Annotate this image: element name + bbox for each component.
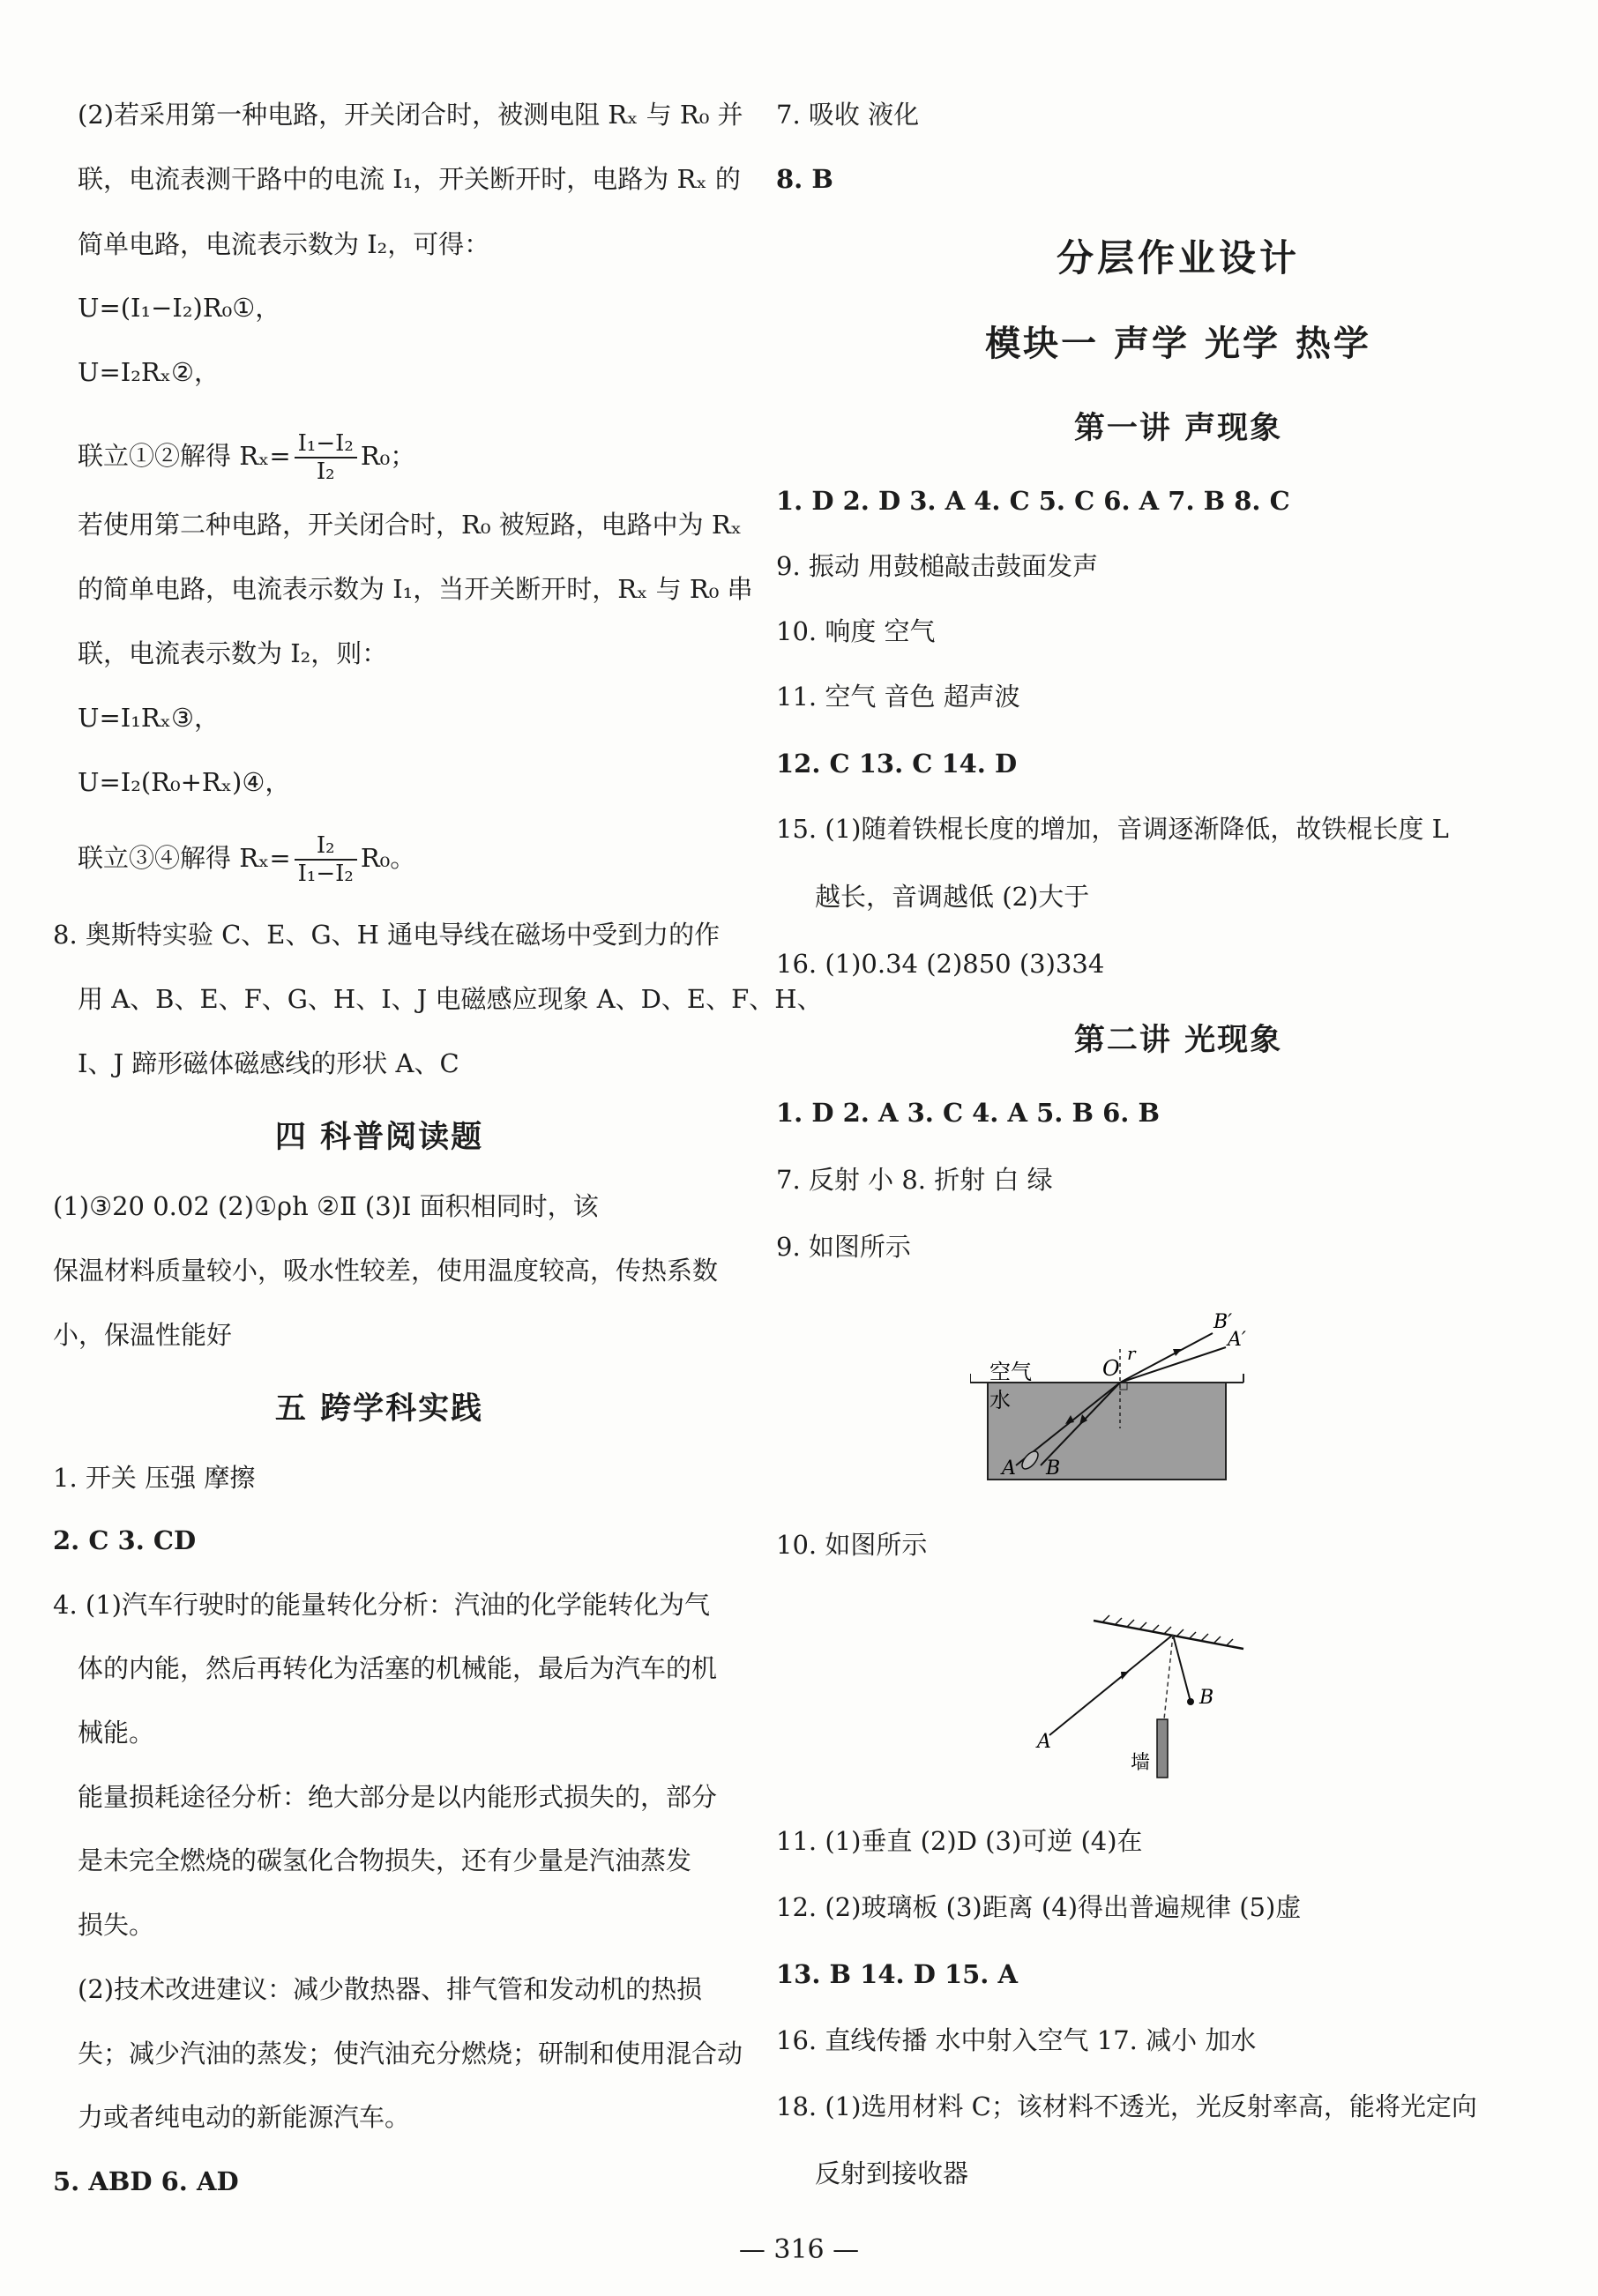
answer-line: 16. (1)0.34 (2)850 (3)334 <box>776 949 1105 979</box>
point-o-label: O <box>1102 1356 1120 1381</box>
answer-4-line: (2)技术改进建议：减少散热器、排气管和发动机的热损 <box>78 1974 703 2004</box>
module-heading: 模块一 声学 光学 热学 <box>985 324 1371 364</box>
point-a-label: A <box>1002 1457 1016 1480</box>
section-heading-4: 四 科普阅读题 <box>274 1120 484 1155</box>
page-number: — 316 — <box>738 2234 860 2265</box>
answer-line: 5. ABD 6. AD <box>53 2166 239 2196</box>
answer-4-line: 失；减少汽油的蒸发；使汽油充分燃烧；研制和使用混合动 <box>78 2039 743 2069</box>
answer-line: 1. 开关 压强 摩擦 <box>53 1463 256 1493</box>
answer-line: 13. B 14. D 15. A <box>776 1959 1018 1989</box>
answer-line: 10. 响度 空气 <box>776 616 936 646</box>
answer-8-line: I、J 蹄形磁体磁感线的形状 A、C <box>78 1048 459 1078</box>
answer-line: 10. 如图所示 <box>776 1530 928 1560</box>
answer-line: 越长，音调越低 (2)大于 <box>815 882 1090 912</box>
answer-4-line: 体的内能，然后再转化为活塞的机械能，最后为汽车的机 <box>78 1653 718 1683</box>
answer-8-line: 8. 奥斯特实验 C、E、G、H 通电导线在磁场中受到力的作 <box>53 920 721 950</box>
wall-label: 墙 <box>1131 1752 1151 1774</box>
refraction-diagram <box>970 1296 1393 1490</box>
text-line: (1)③20 0.02 (2)①ρh ②Ⅱ (3)Ⅰ 面积相同时，该 <box>53 1191 599 1221</box>
point-b-label: B <box>1199 1687 1214 1709</box>
angle-r-label: r <box>1127 1343 1136 1364</box>
answer-line: 16. 直线传播 水中射入空气 17. 减小 加水 <box>776 2025 1257 2055</box>
answer-line: 11. (1)垂直 (2)D (3)可逆 (4)在 <box>776 1826 1143 1856</box>
answer-line: 18. (1)选用材料 C；该材料不透光，光反射率高，能将光定向 <box>776 2091 1477 2121</box>
fraction: $\frac{\text{I₂}}{\text{I₁−I₂}}$ <box>295 832 357 887</box>
point-a-label: A <box>1037 1731 1051 1753</box>
answer-8-line: 用 A、B、E、F、G、H、I、J 电磁感应现象 A、D、E、F、H、 <box>78 984 823 1014</box>
answer-line: 7. 吸收 液化 <box>776 100 920 130</box>
point-b-prime-label: B′ <box>1213 1311 1233 1333</box>
answer-line: 12. (2)玻璃板 (3)距离 (4)得出普遍规律 (5)虚 <box>776 1892 1302 1922</box>
equation: U=I₂(R₀+Rₓ)④， <box>78 767 291 797</box>
water-label: 水 <box>989 1388 1011 1413</box>
air-label: 空气 <box>989 1360 1032 1384</box>
point-b-label: B <box>1046 1457 1061 1480</box>
answer-line: 15. (1)随着铁棍长度的增加，音调逐渐降低，故铁棍长度 L <box>776 814 1449 844</box>
answer-4-line: 损失。 <box>78 1910 155 1940</box>
answer-4-line: 4. (1)汽车行驶时的能量转化分析：汽油的化学能转化为气 <box>53 1590 710 1620</box>
answer-line: 1. D 2. D 3. A 4. C 5. C 6. A 7. B 8. C <box>776 486 1290 516</box>
answer-line: 7. 反射 小 8. 折射 白 绿 <box>776 1165 1053 1195</box>
equation-fraction-line: 联立①②解得 Rₓ= $\frac{\text{I₁−I₂}}{\text{I₂}}$ R₀； <box>78 430 416 485</box>
answer-line: 1. D 2. A 3. C 4. A 5. B 6. B <box>776 1098 1160 1128</box>
fraction: $\frac{\text{I₁−I₂}}{\text{I₂}}$ <box>295 430 357 485</box>
lecture-heading-1: 第一讲 声现象 <box>1073 411 1283 446</box>
reflection-diagram <box>1023 1587 1323 1781</box>
text-line: 小，保温性能好 <box>53 1320 233 1350</box>
equation: U=(I₁−I₂)R₀①， <box>78 293 281 323</box>
answer-line: 11. 空气 音色 超声波 <box>776 682 1020 712</box>
answer-4-line: 力或者纯电动的新能源汽车。 <box>78 2102 411 2132</box>
point-a-prime-label: A′ <box>1228 1329 1246 1351</box>
answer-4-line: 械能。 <box>78 1718 155 1748</box>
answer-line: 8. B <box>776 164 833 194</box>
page-title: 分层作业设计 <box>1056 236 1300 280</box>
answer-line: 9. 如图所示 <box>776 1232 911 1262</box>
answer-line: 9. 振动 用鼓槌敲击鼓面发声 <box>776 551 1099 581</box>
text-line: (2)若采用第一种电路，开关闭合时，被测电阻 Rₓ 与 R₀ 并 <box>78 100 743 130</box>
text-line: 联，电流表示数为 I₂，则： <box>78 638 388 668</box>
text-line: 简单电路，电流表示数为 I₂，可得： <box>78 229 490 259</box>
answer-line: 反射到接收器 <box>815 2158 969 2188</box>
text-line: 若使用第二种电路，开关闭合时，R₀ 被短路，电路中为 Rₓ <box>78 510 743 540</box>
equation: U=I₁Rₓ③， <box>78 703 220 733</box>
text-line: 保温材料质量较小，吸水性较差，使用温度较高，传热系数 <box>53 1256 719 1286</box>
answer-line: 2. C 3. CD <box>53 1525 197 1555</box>
text-line: 的简单电路，电流表示数为 I₁，当开关断开时，Rₓ 与 R₀ 串 <box>78 574 753 604</box>
equation: U=I₂Rₓ②， <box>78 357 220 387</box>
text-line: 联，电流表测干路中的电流 I₁，开关断开时，电路为 Rₓ 的 <box>78 164 741 194</box>
lecture-heading-2: 第二讲 光现象 <box>1073 1023 1283 1058</box>
answer-line: 12. C 13. C 14. D <box>776 749 1018 779</box>
answer-4-line: 是未完全燃烧的碳氢化合物损失，还有少量是汽油蒸发 <box>78 1845 692 1875</box>
answer-4-line: 能量损耗途径分析：绝大部分是以内能形式损失的，部分 <box>78 1782 718 1812</box>
equation-fraction-line: 联立③④解得 Rₓ= $\frac{\text{I₂}}{\text{I₁−I₂}}$ R₀。 <box>78 832 416 887</box>
section-heading-5: 五 跨学科实践 <box>274 1391 484 1427</box>
